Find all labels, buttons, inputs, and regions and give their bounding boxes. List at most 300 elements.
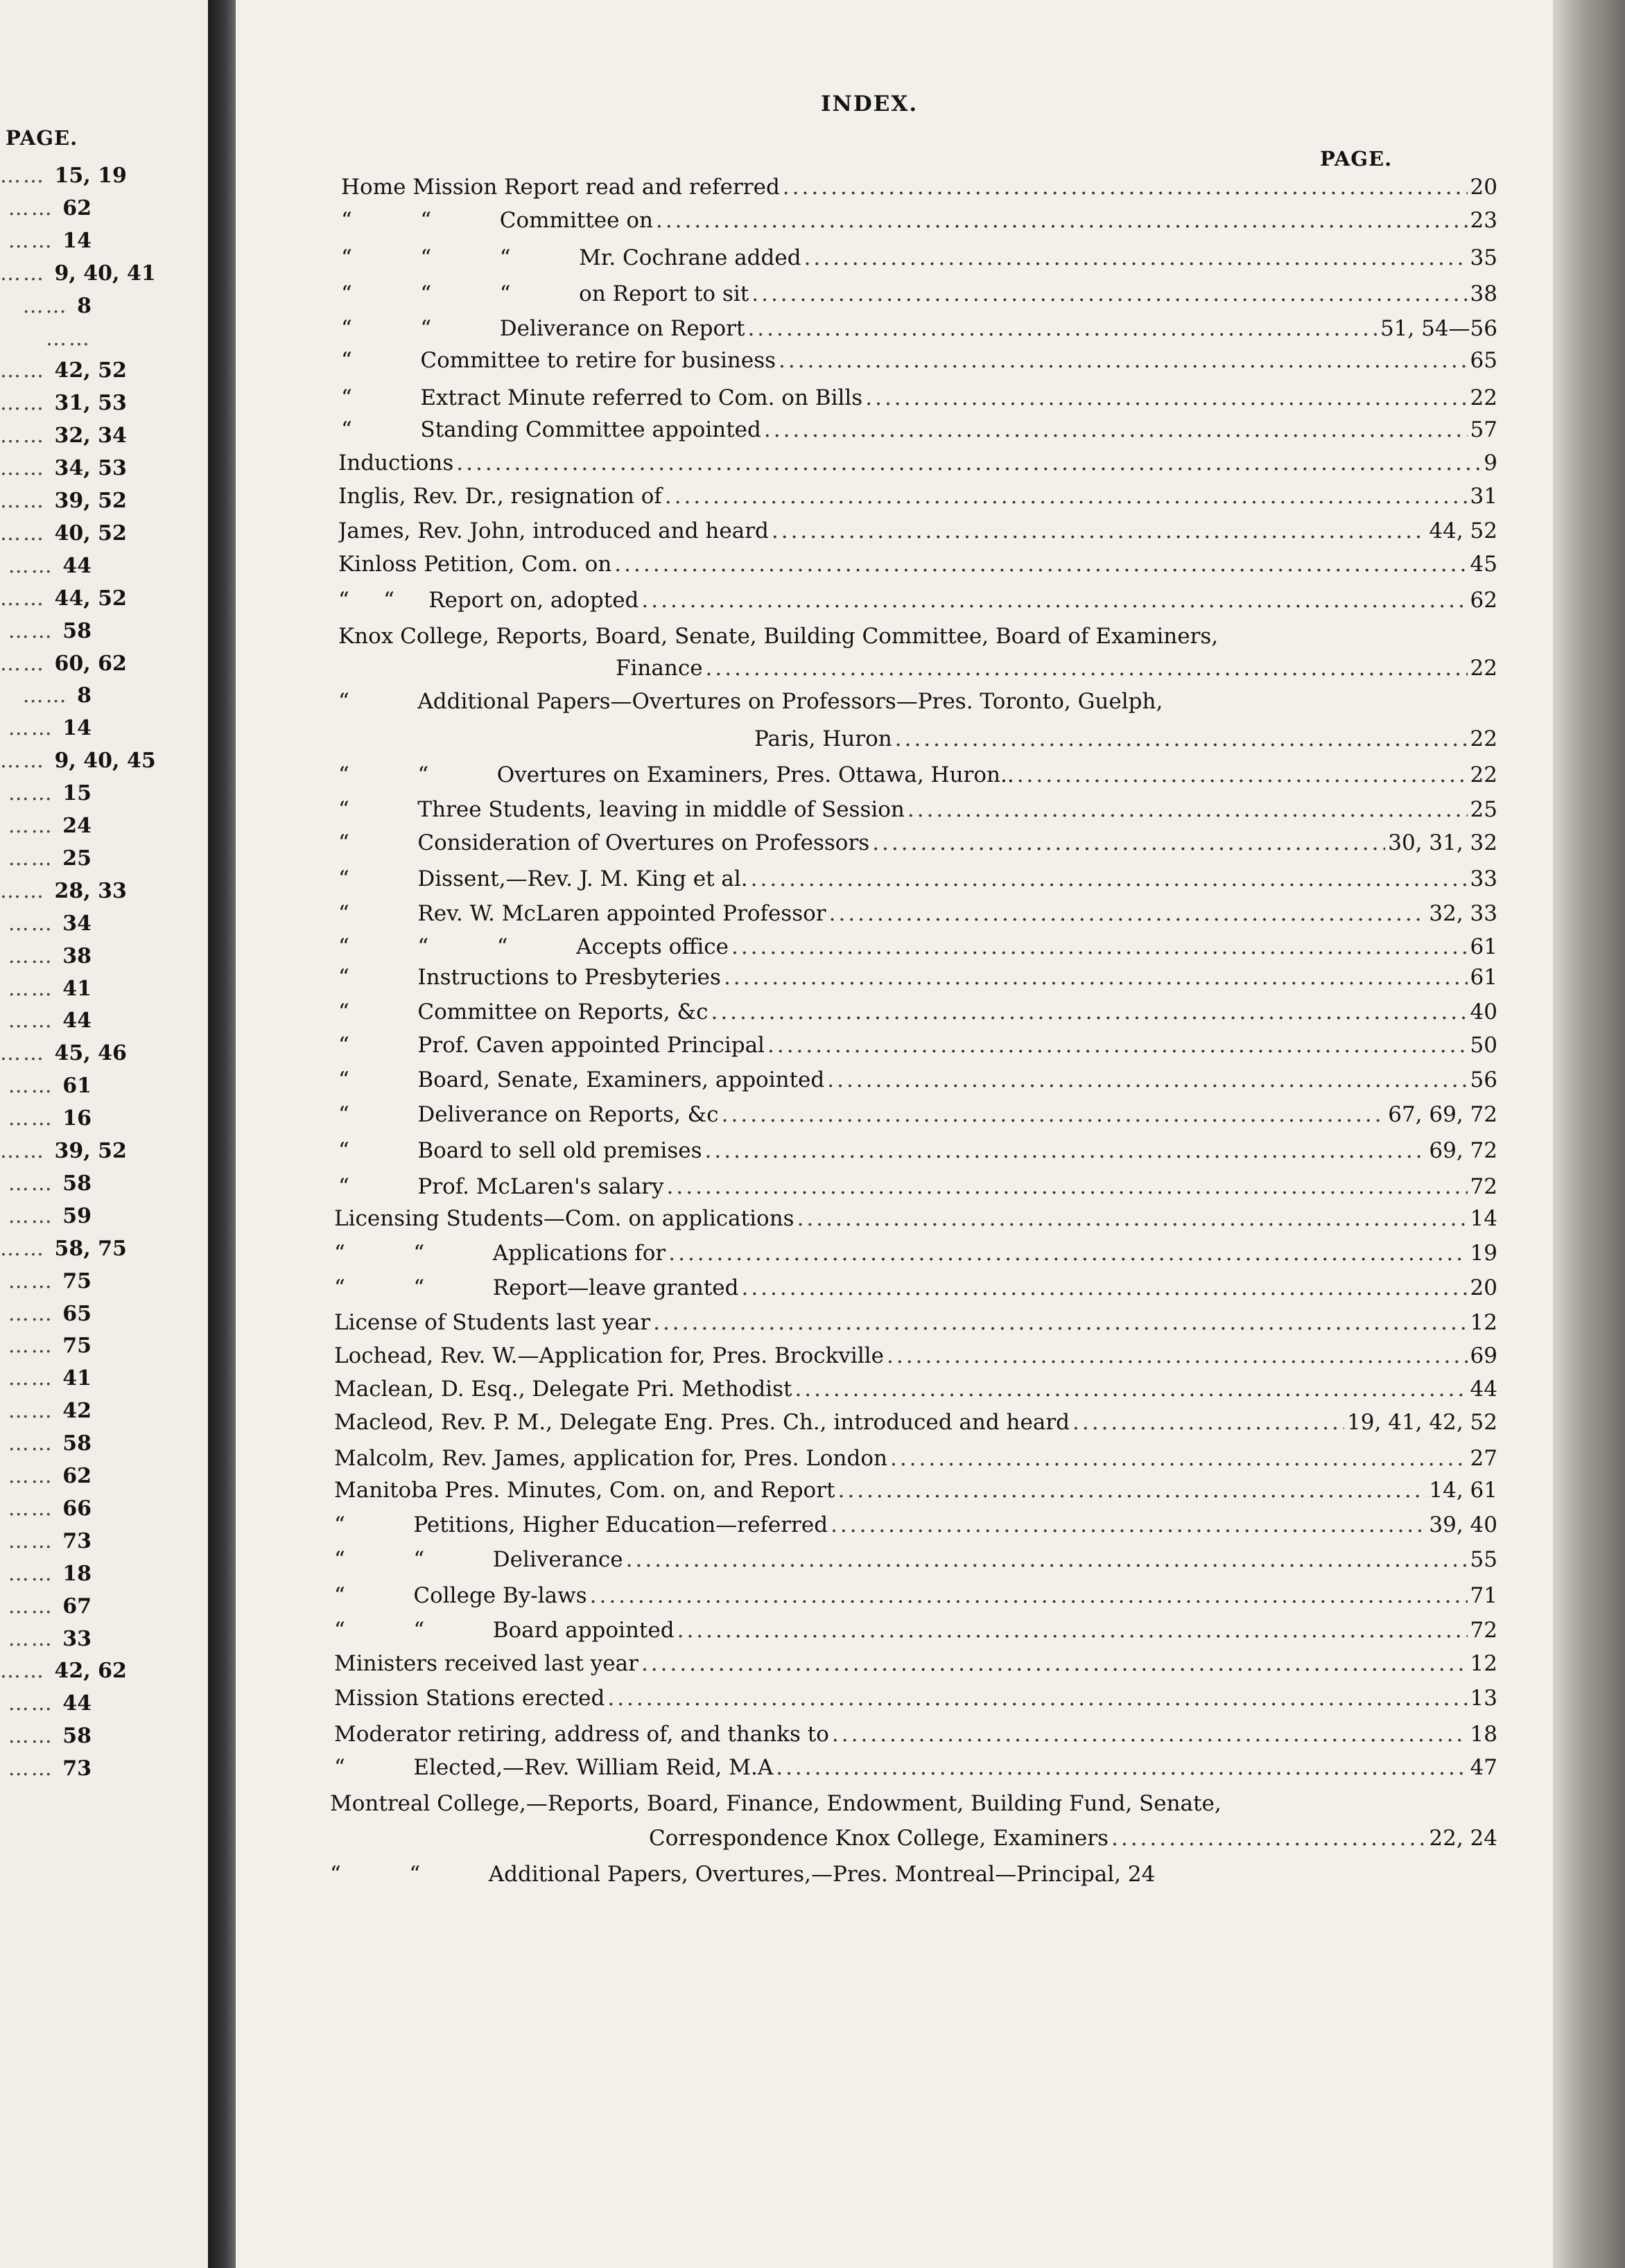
- leader-dots: [705, 1138, 1427, 1163]
- entry-text: “ Standing Committee appointed: [341, 417, 761, 442]
- index-entry: [334, 1512, 1497, 1543]
- page-ref: 15, 19: [54, 164, 127, 188]
- page-ref: 58, 75: [54, 1236, 127, 1261]
- entry-page-ref: 22: [1470, 656, 1497, 681]
- page-ref: 67: [62, 1594, 92, 1619]
- page-ref: 41: [62, 1366, 92, 1391]
- leader-dots: [890, 1446, 1468, 1471]
- left-page-number: [0, 1236, 127, 1261]
- entry-text: “ Prof. Caven appointed Principal: [338, 1033, 765, 1058]
- left-page-number: [0, 1464, 92, 1488]
- leader-dots: [665, 484, 1468, 509]
- leader-dots: ……: [0, 651, 55, 676]
- entry-page-ref: 14, 61: [1429, 1478, 1497, 1503]
- index-entry: [338, 484, 1497, 514]
- entry-page-ref: 33: [1470, 866, 1497, 891]
- entry-text: “ “ “ Accepts office: [338, 934, 729, 959]
- leader-dots: ……: [8, 1431, 63, 1456]
- page-ref: 40, 52: [54, 521, 127, 546]
- entry-page-ref: 12: [1470, 1651, 1497, 1676]
- page-ref: 62: [62, 1464, 92, 1488]
- index-entry: [334, 1377, 1497, 1407]
- leader-dots: ……: [8, 911, 63, 936]
- left-page-number: [0, 391, 127, 416]
- leader-dots: ……: [8, 1464, 63, 1488]
- leader-dots: ……: [8, 1366, 63, 1391]
- entry-page-ref: 67, 69, 72: [1388, 1102, 1497, 1127]
- entry-text: “ “ “ Mr. Cochrane added: [341, 245, 801, 270]
- entry-text: “ Deliverance on Reports, &c: [338, 1102, 719, 1127]
- page-ref: 62: [62, 195, 92, 220]
- entry-page-ref: 69, 72: [1429, 1138, 1497, 1163]
- leader-dots: ……: [8, 195, 63, 220]
- leader-dots: ……: [0, 261, 55, 286]
- leader-dots: [677, 1618, 1468, 1643]
- page-title: INDEX.: [821, 91, 919, 116]
- page-ref: 9, 40, 41: [54, 261, 156, 286]
- page-ref: 73: [62, 1528, 92, 1553]
- leader-dots: [641, 1651, 1468, 1676]
- leader-dots: ……: [8, 228, 63, 253]
- left-page-number: [0, 261, 156, 286]
- leader-dots: ……: [0, 391, 55, 416]
- left-page-number: [0, 1562, 92, 1586]
- leader-dots: [831, 1512, 1426, 1537]
- page-ref: 31, 53: [54, 391, 127, 416]
- entry-text: “ “ Applications for: [334, 1241, 666, 1266]
- index-entry: [338, 689, 1163, 714]
- leader-dots: [832, 1722, 1468, 1747]
- leader-dots: ……: [8, 1691, 63, 1716]
- left-page-number: [0, 1691, 92, 1716]
- left-page-number: [0, 229, 92, 253]
- entry-text: “ “ Additional Papers, Overtures,—Pres. Montreal—Principal, 24: [330, 1862, 1156, 1887]
- leader-dots: ……: [0, 878, 55, 903]
- index-entry: [338, 624, 1218, 649]
- leader-dots: [626, 1547, 1468, 1572]
- entry-text: “ Dissent,—Rev. J. M. King et al.: [338, 866, 748, 891]
- left-page-number: [0, 1334, 92, 1358]
- page-ref: 15: [62, 781, 92, 806]
- entry-text: Finance: [616, 656, 703, 681]
- leader-dots: ……: [8, 1561, 63, 1586]
- left-page-number: [0, 619, 92, 643]
- index-entry: [330, 1791, 1222, 1816]
- index-entry: [338, 866, 1497, 897]
- entry-page-ref: 27: [1470, 1446, 1497, 1471]
- left-page-number: [0, 489, 127, 513]
- leader-dots: ……: [8, 1528, 63, 1553]
- page-ref: 58: [62, 1171, 92, 1196]
- page-ref: 41: [62, 976, 92, 1001]
- entry-text: Licensing Students—Com. on applications: [334, 1206, 794, 1231]
- left-page-number: [0, 1756, 92, 1781]
- leader-dots: [668, 1241, 1467, 1266]
- leader-dots: ……: [8, 943, 63, 968]
- entry-page-ref: 65: [1470, 348, 1497, 373]
- index-entry: [338, 552, 1497, 582]
- entry-text: Inglis, Rev. Dr., resignation of: [338, 484, 662, 509]
- leader-dots: ……: [8, 1268, 63, 1293]
- entry-page-ref: 14: [1470, 1206, 1497, 1231]
- entry-page-ref: 22, 24: [1429, 1826, 1497, 1851]
- left-page-header: PAGE.: [6, 126, 78, 150]
- index-entry: [334, 1446, 1497, 1476]
- entry-page-ref: 40: [1470, 1000, 1497, 1024]
- leader-dots: ……: [22, 683, 78, 708]
- leader-dots: ……: [8, 846, 63, 871]
- entry-page-ref: 72: [1470, 1618, 1497, 1643]
- page-ref: 8: [77, 293, 92, 318]
- left-page-number: [0, 846, 92, 871]
- leader-dots: ……: [8, 976, 63, 1001]
- index-entry: [334, 1755, 1497, 1786]
- index-entry: [334, 1410, 1497, 1440]
- left-page-number: [0, 977, 92, 1001]
- leader-dots: ……: [8, 1594, 63, 1619]
- entry-page-ref: 9: [1484, 451, 1497, 476]
- leader-dots: ……: [8, 1724, 63, 1749]
- leader-dots: ……: [8, 1496, 63, 1521]
- page-ref: 59: [62, 1203, 92, 1228]
- leader-dots: [751, 281, 1467, 306]
- leader-dots: [590, 1583, 1468, 1608]
- left-page-number: [0, 586, 127, 611]
- index-entry: [334, 1722, 1497, 1752]
- leader-dots: [872, 830, 1385, 855]
- entry-page-ref: 32, 33: [1429, 901, 1497, 926]
- leader-dots: ……: [46, 326, 92, 351]
- index-entry: [338, 588, 1497, 618]
- index-entry: [338, 518, 1497, 549]
- left-page-number: [0, 456, 127, 481]
- left-page-number: [0, 1627, 92, 1651]
- entry-page-ref: 22: [1470, 385, 1497, 410]
- entry-text: Inductions: [338, 451, 454, 476]
- leader-dots: [641, 588, 1467, 613]
- entry-page-ref: 12: [1470, 1310, 1497, 1335]
- entry-page-ref: 47: [1470, 1755, 1497, 1780]
- leader-dots: [656, 208, 1468, 233]
- page-ref: 42, 62: [54, 1659, 127, 1684]
- index-entry: [334, 1343, 1497, 1374]
- page-ref: 33: [62, 1626, 92, 1651]
- entry-text: “ Board, Senate, Examiners, appointed: [338, 1067, 825, 1092]
- index-entry: [334, 1618, 1497, 1648]
- entry-text: “ Committee to retire for business: [341, 348, 776, 373]
- leader-dots: [797, 1206, 1468, 1231]
- leader-dots: [724, 965, 1468, 990]
- entry-text: Moderator retiring, address of, and thanks to: [334, 1722, 829, 1747]
- index-entry: [338, 901, 1497, 932]
- leader-dots: ……: [8, 618, 63, 643]
- entry-page-ref: 61: [1470, 965, 1497, 990]
- leader-dots: ……: [0, 1236, 55, 1261]
- entry-page-ref: 71: [1470, 1583, 1497, 1608]
- page-ref: 66: [62, 1496, 92, 1521]
- book-right-edge: [1553, 0, 1625, 2268]
- page-ref: 58: [62, 618, 92, 643]
- left-page-number: [0, 1139, 127, 1163]
- left-page-number: [0, 1171, 92, 1196]
- left-page-number: [0, 1594, 92, 1619]
- entry-page-ref: 23: [1470, 208, 1497, 233]
- leader-dots: [767, 1033, 1468, 1058]
- left-page-number: [0, 749, 156, 774]
- left-page-strip: [0, 0, 208, 2268]
- page-ref: 45, 46: [54, 1041, 127, 1066]
- page-ref: 34, 53: [54, 456, 127, 481]
- index-entry: [754, 726, 1497, 757]
- index-entry: [338, 830, 1497, 861]
- leader-dots: [741, 1275, 1467, 1300]
- entry-text: Malcolm, Rev. James, application for, Pres. London: [334, 1446, 887, 1471]
- page-ref: 42: [62, 1399, 92, 1424]
- leader-dots: [779, 348, 1468, 373]
- index-entry: [334, 1310, 1497, 1341]
- index-entry: [330, 1862, 1155, 1887]
- left-page-number: [0, 1041, 127, 1066]
- index-entry: [334, 1583, 1497, 1614]
- leader-dots: ……: [0, 749, 55, 774]
- leader-dots: [804, 245, 1468, 270]
- left-page-number: [0, 878, 127, 903]
- index-entry: [341, 348, 1497, 378]
- leader-dots: ……: [0, 358, 55, 383]
- index-entry: [341, 281, 1497, 312]
- page-ref: 61: [62, 1074, 92, 1099]
- left-page-number: [0, 1724, 92, 1748]
- leader-dots: [764, 417, 1468, 442]
- entry-page-ref: 69: [1470, 1343, 1497, 1368]
- entry-page-ref: 44: [1470, 1377, 1497, 1402]
- left-page-number: [0, 814, 92, 838]
- entry-text: Knox College, Reports, Board, Senate, Building Committee, Board of Examiners,: [338, 624, 1219, 649]
- left-page-number: [0, 651, 127, 676]
- page-column-label: PAGE.: [1320, 147, 1393, 171]
- left-page-number: [0, 1269, 92, 1293]
- entry-page-ref: 51, 54—56: [1380, 316, 1497, 341]
- page-ref: 65: [62, 1301, 92, 1326]
- leader-dots: [887, 1343, 1468, 1368]
- entry-text: Paris, Huron: [754, 726, 892, 751]
- page-ref: 24: [62, 814, 92, 838]
- page-ref: 58: [62, 1724, 92, 1749]
- index-entry: [334, 1478, 1497, 1508]
- leader-dots: ……: [8, 1074, 63, 1099]
- leader-dots: ……: [0, 164, 55, 188]
- leader-dots: ……: [0, 1041, 55, 1066]
- leader-dots: ……: [8, 1106, 63, 1131]
- left-page-number: [0, 1399, 92, 1423]
- index-entry: [338, 934, 1497, 965]
- leader-dots: [1017, 762, 1468, 787]
- left-page-number: [0, 911, 92, 936]
- entry-text: “ “ Board appointed: [334, 1618, 675, 1643]
- leader-dots: [751, 866, 1468, 891]
- page-ref: 32, 34: [54, 424, 127, 448]
- entry-text: “ Petitions, Higher Education—referred: [334, 1512, 828, 1537]
- entry-text: Home Mission Report read and referred: [341, 175, 780, 200]
- index-entry: [338, 1102, 1497, 1133]
- left-page-number: [0, 1431, 92, 1456]
- leader-dots: ……: [0, 586, 55, 611]
- entry-text: Lochead, Rev. W.—Application for, Pres. Brockville: [334, 1343, 884, 1368]
- entry-page-ref: 30, 31, 32: [1388, 830, 1497, 855]
- page-ref: 39, 52: [54, 1139, 127, 1163]
- index-entry: [649, 1826, 1497, 1856]
- index-entry: [341, 417, 1497, 448]
- leader-dots: [1111, 1826, 1426, 1851]
- entry-page-ref: 50: [1470, 1033, 1497, 1058]
- entry-text: Manitoba Pres. Minutes, Com. on, and Report: [334, 1478, 835, 1503]
- leader-dots: [614, 552, 1467, 577]
- left-page-number: [0, 521, 127, 546]
- index-entry: [334, 1651, 1497, 1682]
- entry-text: Montreal College,—Reports, Board, Finance, Endowment, Building Fund, Senate,: [330, 1791, 1222, 1816]
- entry-page-ref: 56: [1470, 1067, 1497, 1092]
- index-entry: [334, 1206, 1497, 1237]
- entry-text: Mission Stations erected: [334, 1686, 605, 1711]
- entry-text: “ “ Report—leave granted: [334, 1275, 739, 1300]
- leader-dots: [827, 1067, 1467, 1092]
- leader-dots: ……: [0, 489, 55, 513]
- left-page-number: [0, 1074, 92, 1098]
- index-entry: [338, 1067, 1497, 1098]
- left-page-number: [0, 1659, 127, 1684]
- page-ref: 44: [62, 1691, 92, 1716]
- entry-page-ref: 44, 52: [1429, 518, 1497, 543]
- page-ref: 28, 33: [54, 878, 127, 903]
- leader-dots: [667, 1174, 1468, 1199]
- index-entry: [338, 1000, 1497, 1030]
- entry-page-ref: 38: [1470, 281, 1497, 306]
- leader-dots: ……: [0, 456, 55, 481]
- entry-page-ref: 19, 41, 42, 52: [1347, 1410, 1497, 1435]
- entry-text: “ “ Overtures on Examiners, Pres. Ottawa, Huron..: [338, 762, 1014, 787]
- left-page-number: [0, 781, 92, 805]
- page-ref: 58: [62, 1431, 92, 1456]
- entry-page-ref: 45: [1470, 552, 1497, 577]
- entry-page-ref: 57: [1470, 417, 1497, 442]
- leader-dots: [607, 1686, 1467, 1711]
- left-page-number: [0, 1009, 92, 1033]
- index-entry: [334, 1275, 1497, 1306]
- index-entry: [341, 208, 1497, 238]
- leader-dots: ……: [8, 1399, 63, 1424]
- page-ref: 16: [62, 1106, 92, 1131]
- entry-page-ref: 22: [1470, 762, 1497, 787]
- left-page-number: [0, 944, 92, 968]
- page-ref: 25: [62, 846, 92, 871]
- left-page-number: [0, 683, 92, 708]
- page-ref: 9, 40, 45: [54, 749, 156, 774]
- entry-text: Kinloss Petition, Com. on: [338, 552, 612, 577]
- page-ref: 14: [62, 716, 92, 741]
- entry-text: “ Board to sell old premises: [338, 1138, 702, 1163]
- leader-dots: [722, 1102, 1386, 1127]
- index-entry: [616, 656, 1497, 686]
- entry-text: “ Committee on Reports, &c: [338, 1000, 709, 1024]
- leader-dots: [772, 518, 1427, 543]
- leader-dots: [794, 1377, 1467, 1402]
- index-entry: [334, 1686, 1497, 1716]
- entry-text: Maclean, D. Esq., Delegate Pri. Methodist: [334, 1377, 792, 1402]
- entry-text: “ Elected,—Rev. William Reid, M.A: [334, 1755, 774, 1780]
- left-page-number: [0, 424, 127, 448]
- leader-dots: [776, 1755, 1467, 1780]
- page-ref: 14: [62, 228, 92, 253]
- entry-page-ref: 13: [1470, 1686, 1497, 1711]
- entry-text: “ “ “ on Report to sit: [341, 281, 749, 306]
- page-ref: 44: [62, 1009, 92, 1033]
- leader-dots: [1072, 1410, 1344, 1435]
- page-ref: 60, 62: [54, 651, 127, 676]
- left-page-number: [0, 1204, 92, 1228]
- page-ref: 75: [62, 1268, 92, 1293]
- left-page-number: [0, 326, 92, 351]
- leader-dots: ……: [0, 521, 55, 546]
- entry-page-ref: 22: [1470, 726, 1497, 751]
- leader-dots: [865, 385, 1467, 410]
- entry-text: “ “ Deliverance on Report: [341, 316, 745, 341]
- entry-page-ref: 18: [1470, 1722, 1497, 1747]
- entry-text: James, Rev. John, introduced and heard: [338, 518, 769, 543]
- entry-page-ref: 39, 40: [1429, 1512, 1497, 1537]
- left-page-number: [0, 1529, 92, 1553]
- leader-dots: ……: [0, 424, 55, 448]
- entry-page-ref: 55: [1470, 1547, 1497, 1572]
- leader-dots: ……: [8, 1009, 63, 1033]
- page-gutter-shadow: [208, 0, 236, 2268]
- leader-dots: [783, 175, 1468, 200]
- leader-dots: ……: [8, 1301, 63, 1326]
- leader-dots: [895, 726, 1468, 751]
- entry-text: “ College By-laws: [334, 1583, 587, 1608]
- entry-text: Ministers received last year: [334, 1651, 638, 1676]
- entry-text: “ Rev. W. McLaren appointed Professor: [338, 901, 826, 926]
- index-entry: [341, 385, 1497, 416]
- entry-text: “ Additional Papers—Overtures on Professors—Pres. Toronto, Guelph,: [338, 689, 1163, 714]
- index-entry: [338, 1174, 1497, 1205]
- index-entry: [341, 175, 1497, 205]
- entry-text: “ Three Students, leaving in middle of Session: [338, 797, 905, 822]
- page-ref: 34: [62, 911, 92, 936]
- index-page: [236, 0, 1553, 2268]
- leader-dots: ……: [8, 781, 63, 806]
- entry-page-ref: 61: [1470, 934, 1497, 959]
- index-entry: [338, 1138, 1497, 1169]
- entry-page-ref: 20: [1470, 1275, 1497, 1300]
- entry-text: “ “ Committee on: [341, 208, 653, 233]
- leader-dots: ……: [8, 553, 63, 578]
- leader-dots: ……: [0, 1139, 55, 1163]
- entry-text: Macleod, Rev. P. M., Delegate Eng. Pres. Ch., introduced and heard: [334, 1410, 1070, 1435]
- leader-dots: [731, 934, 1468, 959]
- entry-text: “ Consideration of Overtures on Professors: [338, 830, 870, 855]
- left-page-number: [0, 1302, 92, 1326]
- page-ref: 73: [62, 1756, 92, 1781]
- entry-text: Correspondence Knox College, Examiners: [649, 1826, 1109, 1851]
- entry-page-ref: 35: [1470, 245, 1497, 270]
- leader-dots: [653, 1310, 1467, 1335]
- leader-dots: ……: [8, 1203, 63, 1228]
- leader-dots: [747, 316, 1378, 341]
- page-ref: 75: [62, 1334, 92, 1359]
- index-entry: [338, 797, 1497, 828]
- leader-dots: ……: [8, 1171, 63, 1196]
- left-page-number: [0, 1106, 92, 1131]
